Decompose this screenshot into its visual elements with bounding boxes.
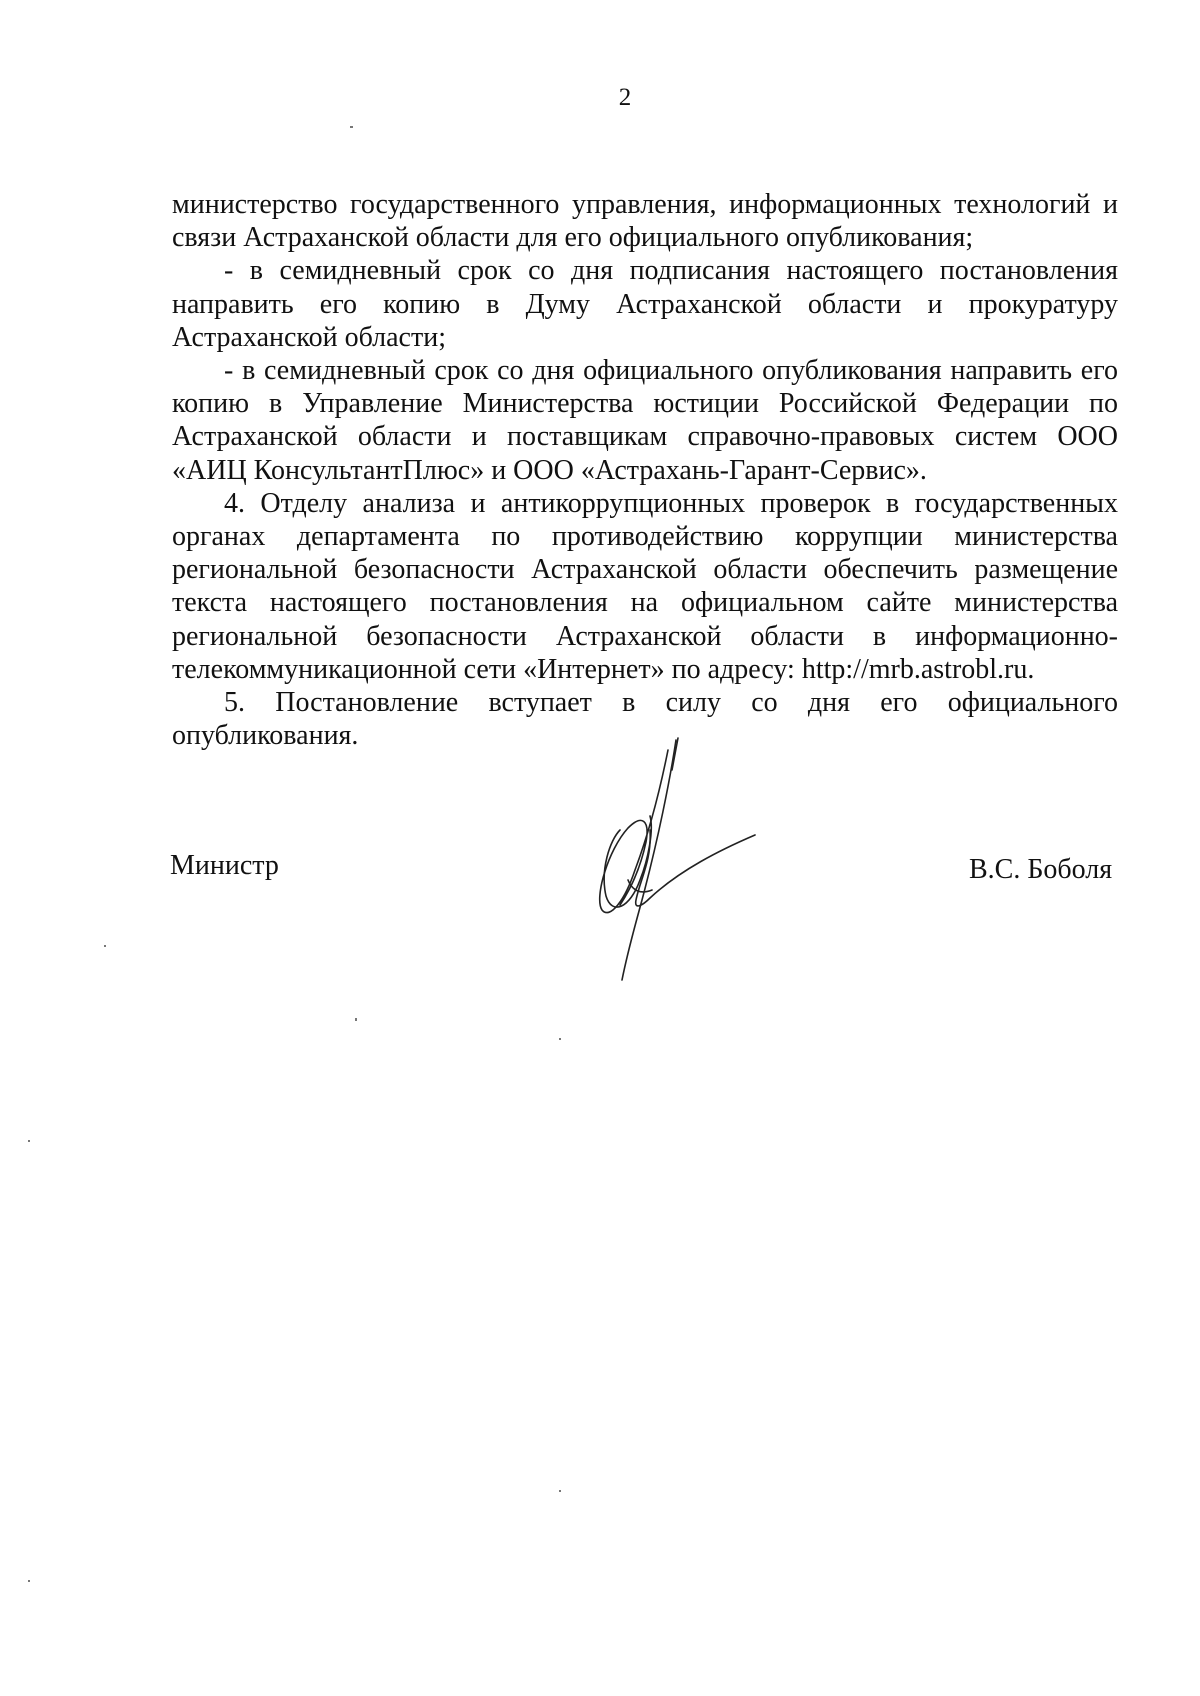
paragraph: - в семидневный срок со дня подписания настоящего постановления направить его копию в Думу Астраханской области и прокуратуру Астраханской области; bbox=[172, 255, 1118, 353]
signatory-name: В.С. Боболя bbox=[969, 854, 1113, 885]
scan-speck bbox=[559, 1038, 561, 1040]
signatory-title: Министр bbox=[170, 850, 279, 881]
scan-speck bbox=[355, 1018, 357, 1021]
scan-speck bbox=[28, 1140, 30, 1142]
scan-speck bbox=[559, 1490, 561, 1492]
page-number: 2 bbox=[618, 84, 632, 111]
scan-speck bbox=[350, 126, 353, 128]
handwritten-signature bbox=[580, 730, 780, 1010]
paragraph: министерство государственного управления, информационных технологий и связи Астраханской области для его официального опубликования; bbox=[172, 189, 1118, 254]
paragraph: 4. Отделу анализа и антикоррупционных проверок в государственных органах департамента по противодействию коррупции министерства региональной безопасности Астраханской области обеспечить размещение текста настоящего постановления на официальном сайте министерства региональной безопасности Астраханской области в информационно-телекоммуникационной сети «Интернет» по адресу: http://mrb.astrobl.ru. bbox=[172, 487, 1118, 685]
scan-speck bbox=[28, 1580, 30, 1582]
scan-speck bbox=[104, 945, 106, 947]
document-body bbox=[172, 188, 1118, 752]
paragraph: 5. Постановление вступает в силу со дня его официального опубликования. bbox=[172, 687, 1118, 752]
paragraph: - в семидневный срок со дня официального опубликования направить его копию в Управление Министерства юстиции Российской Федерации по Астраханской области и поставщикам справочно-правовых систем ООО «АИЦ КонсультантПлюс» и ООО «Астрахань-Гарант-Сервис». bbox=[172, 355, 1118, 486]
